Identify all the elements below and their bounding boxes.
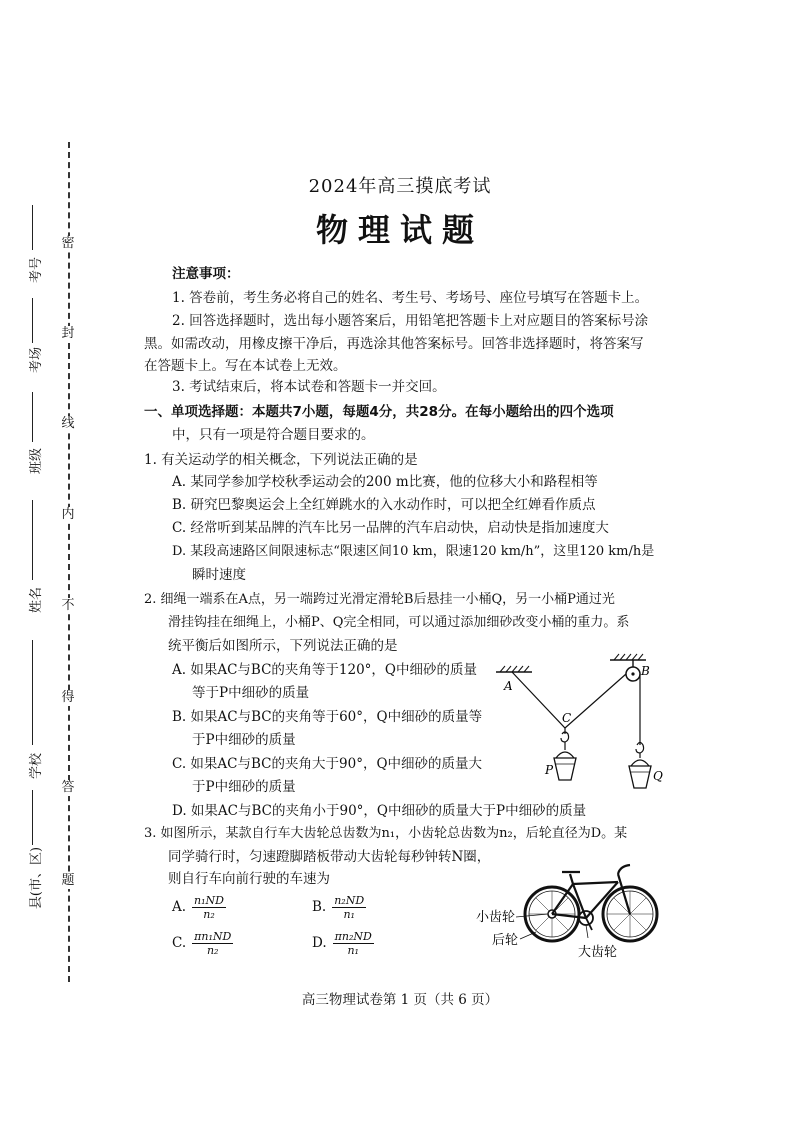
q3-stem: 3. 如图所示，某款自行车大齿轮总齿数为n₁，小齿轮总齿数为n₂，后轮直径为D。某 xyxy=(144,826,628,841)
q3-option-c-fraction xyxy=(192,930,233,957)
q3-option-b-fraction xyxy=(332,894,366,921)
q2-stem-cont: 统平衡后如图所示，下列说法正确的是 xyxy=(168,638,398,654)
q1-stem: 1. 有关运动学的相关概念，下列说法正确的是 xyxy=(144,452,418,468)
field-label-school: 学校 xyxy=(29,753,44,780)
seal-char: 封 xyxy=(61,326,75,341)
notes-line: 2. 回答选择题时，选出每小题答案后，用铅笔把答题卡上对应题目的答案标号涂 xyxy=(172,313,649,329)
q2-option-b: B. 如果AC与BC的夹角等于60°，Q中细砂的质量等 xyxy=(172,709,483,725)
q3-option-b-label: B. xyxy=(312,899,327,915)
denominator: n₂ xyxy=(206,944,219,957)
q3-option-a xyxy=(172,894,226,921)
field-line-county xyxy=(32,790,33,845)
q2-stem: 2. 细绳一端系在A点，另一端跨过光滑定滑轮B后悬挂一小桶Q，另一小桶P通过光 xyxy=(144,592,615,607)
label-b: B xyxy=(641,664,650,678)
q2-pulley-figure xyxy=(490,650,670,800)
q1-option-c: C. 经常听到某品牌的汽车比另一品牌的汽车启动快，启动快是指加速度大 xyxy=(172,520,609,536)
page-footer: 高三物理试卷第 1 页（共 6 页） xyxy=(301,992,499,1008)
seal-char: 线 xyxy=(61,416,75,431)
seal-char: 密 xyxy=(61,236,75,251)
section-heading: 一、单项选择题：本题共7小题，每题4分，共28分。在每小题给出的四个选项 xyxy=(144,404,614,420)
numerator: n₂ND xyxy=(334,894,365,907)
notes-line: 黑。如需改动，用橡皮擦干净后，再选涂其他答案标号。回答非选择题时，将答案写 xyxy=(144,336,644,352)
seal-char: 内 xyxy=(61,507,75,522)
q3-stem-cont: 同学骑行时，匀速蹬脚踏板带动大齿轮每秒钟转N圈， xyxy=(168,849,491,865)
seal-char: 题 xyxy=(61,873,75,888)
main-title: 物理试题 xyxy=(315,211,484,249)
numerator: πn₂ND xyxy=(334,930,372,943)
notes-line: 1. 答卷前，考生务必将自己的姓名、考生号、考场号、座位号填写在答题卡上。 xyxy=(172,290,649,306)
denominator: n₁ xyxy=(343,908,355,921)
field-line-name xyxy=(32,500,33,580)
q2-option-b-cont: 于P中细砂的质量 xyxy=(192,732,296,748)
notes-heading: 注意事项： xyxy=(172,266,240,282)
numerator: n₁ND xyxy=(194,894,224,907)
q3-bicycle-figure xyxy=(470,852,670,962)
field-line-exam-room xyxy=(32,298,33,343)
seal-char: 答 xyxy=(61,780,75,795)
field-label-exam-number: 考号 xyxy=(29,257,44,284)
label-big-gear: 大齿轮 xyxy=(578,945,618,960)
bucket-p xyxy=(554,752,576,780)
field-line-school xyxy=(32,640,33,745)
q1-option-d: D. 某段高速路区间限速标志“限速区间10 km，限速120 km/h”，这里120 km/h是 xyxy=(172,544,655,559)
seal-char: 得 xyxy=(61,690,75,705)
notes-line: 在答题卡上。写在本试卷上无效。 xyxy=(144,358,347,374)
q3-option-a-fraction xyxy=(192,894,226,921)
q2-option-c: C. 如果AC与BC的夹角大于90°，Q中细砂的质量大 xyxy=(172,756,483,772)
label-small-gear: 小齿轮 xyxy=(476,910,516,925)
label-a: A xyxy=(504,679,513,693)
field-label-exam-room: 考场 xyxy=(29,347,44,374)
seal-dashed-line xyxy=(68,142,70,982)
q3-stem-cont: 则自行车向前行驶的车速为 xyxy=(168,871,330,887)
numerator: πn₁ND xyxy=(194,930,232,943)
label-c: C xyxy=(562,711,572,725)
q3-option-c-label: C. xyxy=(172,935,187,951)
q1-option-a: A. 某同学参加学校秋季运动会的200 m比赛，他的位移大小和路程相等 xyxy=(172,474,598,490)
label-rear-wheel: 后轮 xyxy=(492,933,519,948)
q2-stem-cont: 滑挂钩挂在细绳上，小桶P、Q完全相同，可以通过添加细砂改变小桶的重力。系 xyxy=(168,615,630,630)
section-heading-cont: 中，只有一项是符合题目要求的。 xyxy=(172,427,375,443)
notes-line: 3. 考试结束后，将本试卷和答题卡一并交回。 xyxy=(172,379,446,395)
q3-option-d-fraction xyxy=(333,930,374,957)
q2-option-d: D. 如果AC与BC的夹角小于90°，Q中细砂的质量大于P中细砂的质量 xyxy=(172,803,587,819)
seal-char: 不 xyxy=(61,598,75,613)
q1-option-b: B. 研究巴黎奥运会上全红婵跳水的入水动作时，可以把全红婵看作质点 xyxy=(172,497,596,513)
field-label-name: 姓名 xyxy=(29,587,44,614)
label-q: Q xyxy=(653,769,663,783)
q1-option-d-cont: 瞬时速度 xyxy=(192,567,246,583)
q3-option-d xyxy=(312,930,374,957)
q2-option-a-cont: 等于P中细砂的质量 xyxy=(192,685,310,701)
q2-option-a: A. 如果AC与BC的夹角等于120°，Q中细砂的质量 xyxy=(172,662,477,678)
label-p: P xyxy=(545,763,554,777)
exam-title: 2024年高三摸底考试 xyxy=(308,176,492,197)
q2-option-c-cont: 于P中细砂的质量 xyxy=(192,779,296,795)
hook-c xyxy=(561,728,569,742)
q3-option-c xyxy=(172,930,233,957)
denominator: n₂ xyxy=(203,908,215,921)
q3-option-d-label: D. xyxy=(312,935,327,951)
q3-option-b xyxy=(312,894,366,921)
denominator: n₁ xyxy=(347,944,359,957)
field-line-class xyxy=(32,392,33,442)
field-label-county: 县(市、区) xyxy=(29,846,44,910)
q3-option-a-label: A. xyxy=(172,899,187,915)
field-label-class: 班级 xyxy=(29,448,44,475)
bike-frame xyxy=(552,865,630,918)
bucket-q xyxy=(629,760,651,788)
